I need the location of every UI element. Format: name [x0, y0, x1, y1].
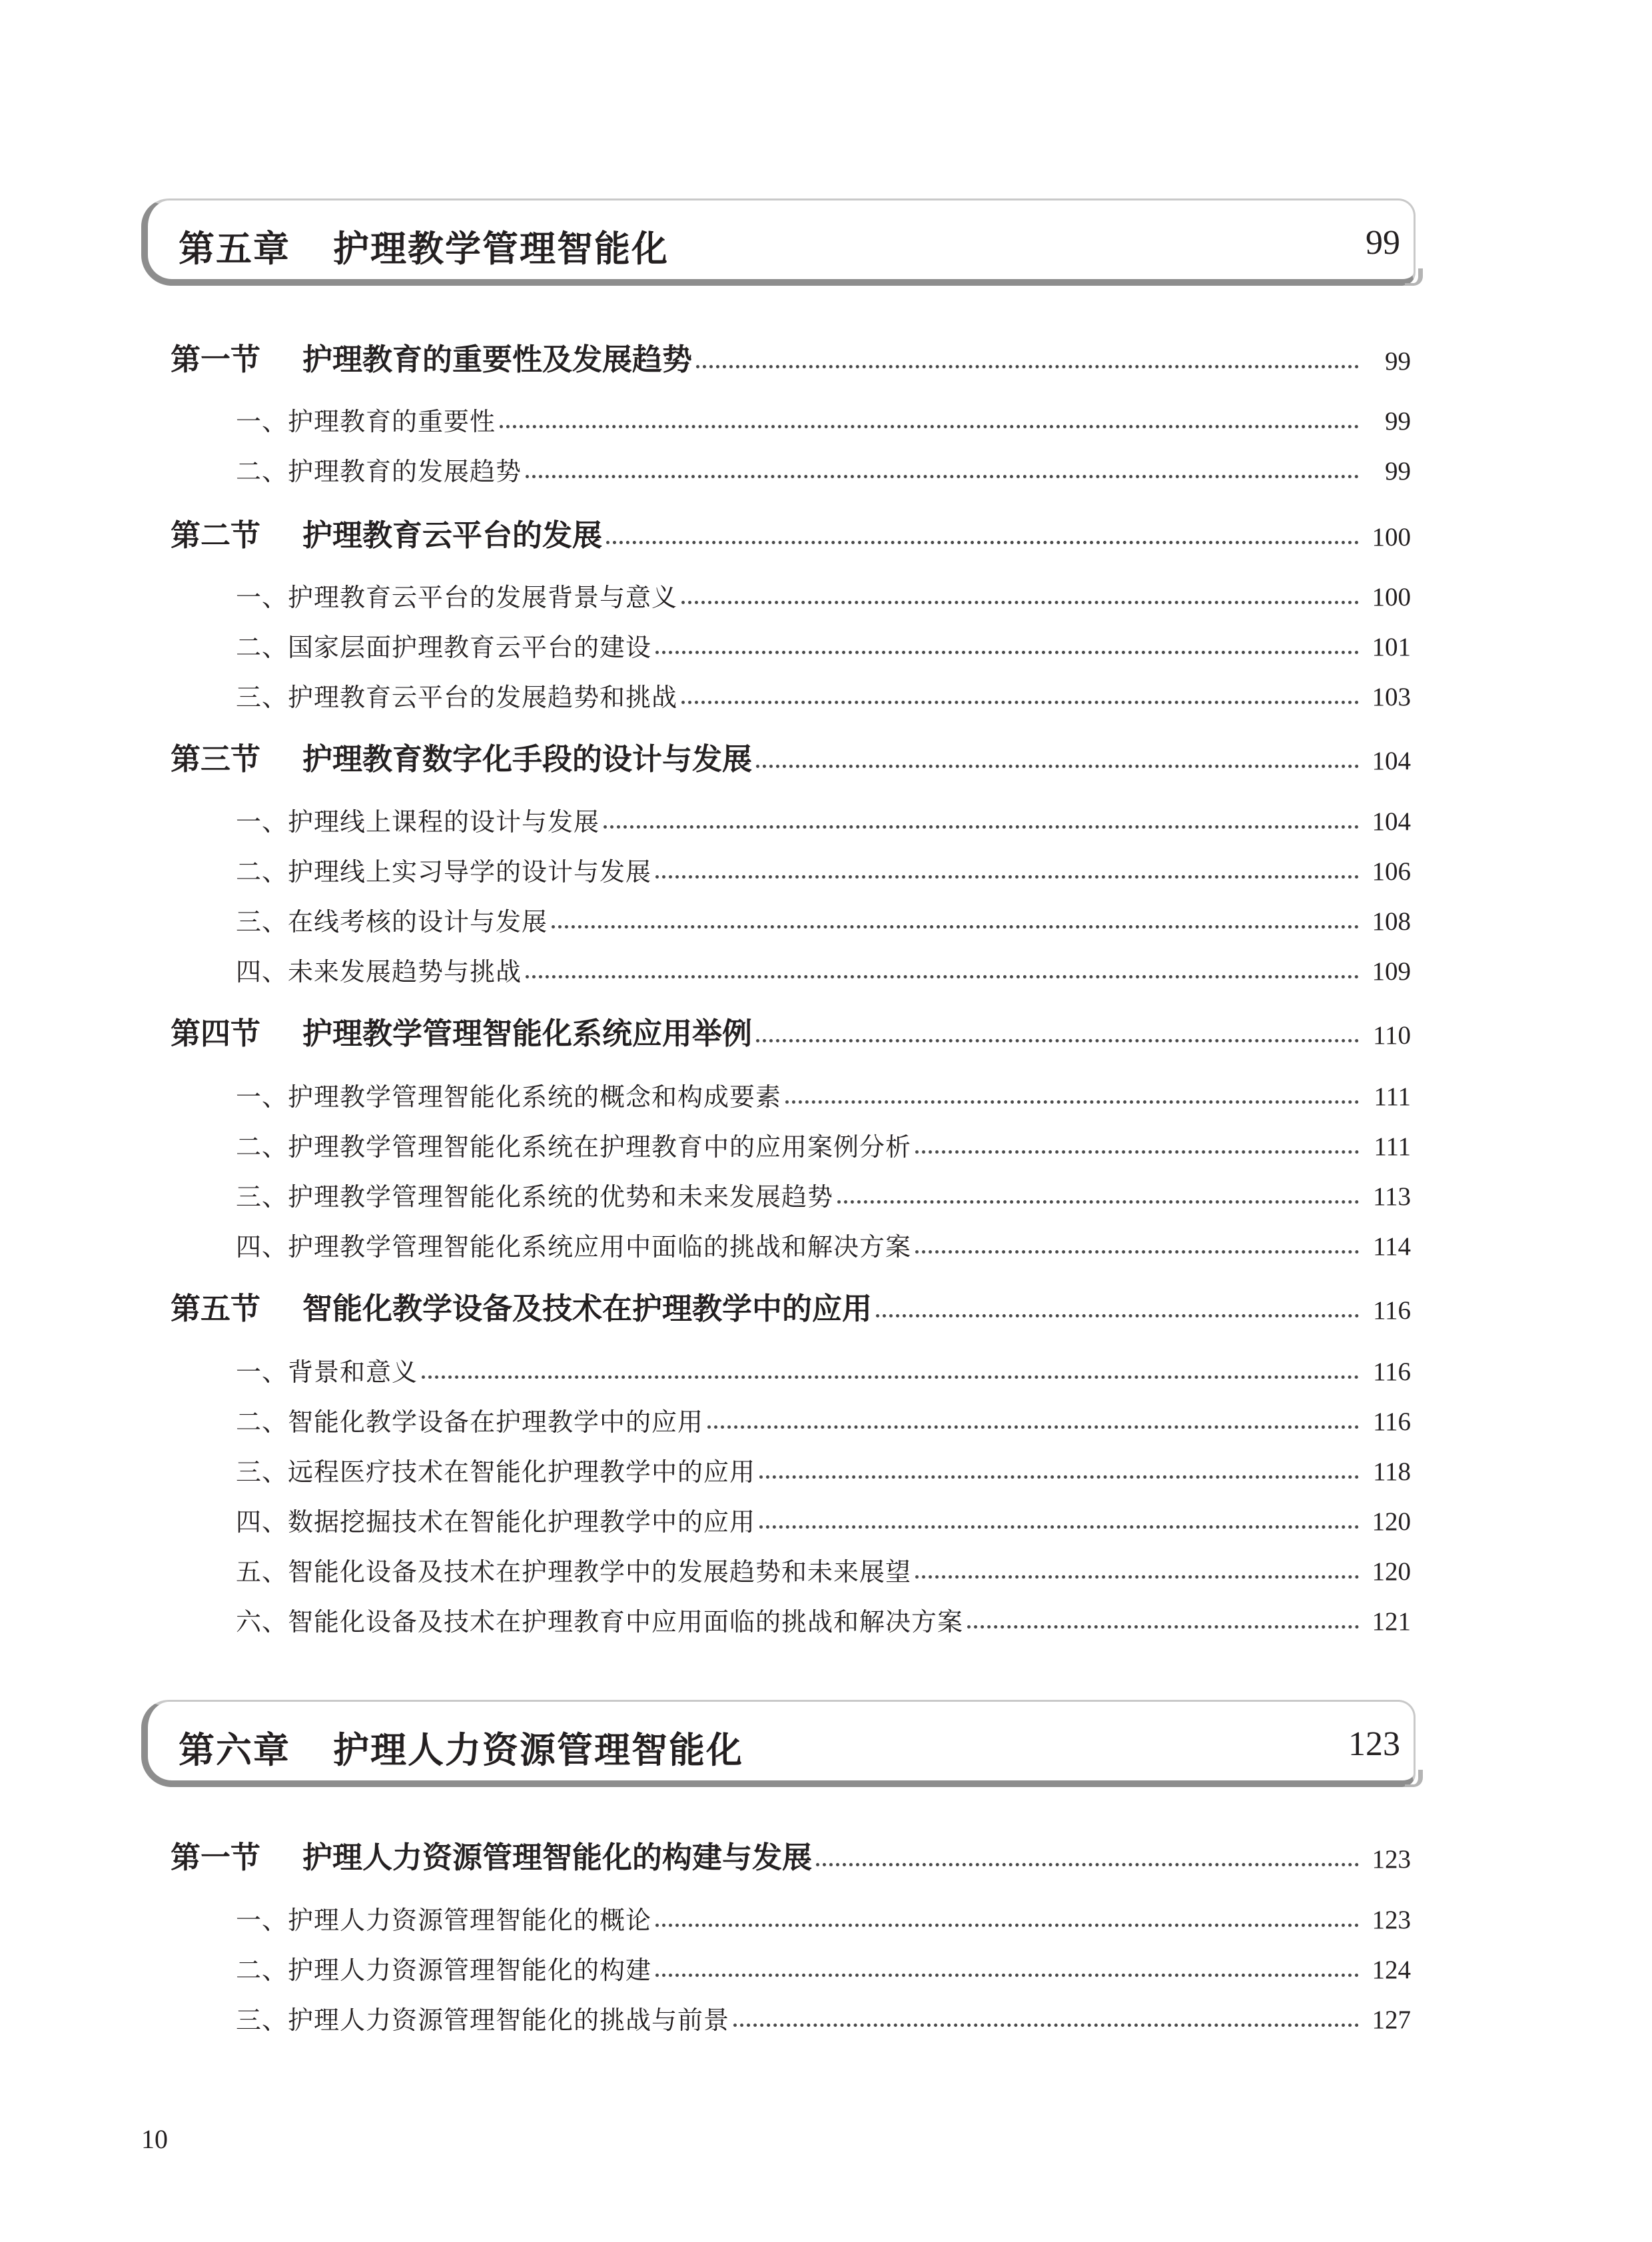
item-page: 100 — [1372, 583, 1411, 611]
dot-leader — [655, 1924, 1359, 1927]
item-title: 二、国家层面护理教育云平台的建设 — [236, 633, 652, 662]
dot-leader — [915, 1250, 1359, 1254]
item-title: 三、远程医疗技术在智能化护理教学中的应用 — [236, 1457, 756, 1487]
item-title: 四、数据挖掘技术在智能化护理教学中的应用 — [236, 1507, 756, 1537]
chapter-number: 第六章 — [179, 1729, 290, 1771]
dot-leader — [915, 1575, 1359, 1579]
dot-leader — [876, 1314, 1359, 1317]
toc-item[interactable] — [236, 1943, 1411, 1983]
item-page: 104 — [1372, 807, 1411, 836]
item-page: 127 — [1372, 2006, 1411, 2034]
item-page: 121 — [1372, 1607, 1411, 1636]
item-page: 116 — [1372, 1407, 1411, 1436]
dot-leader — [606, 541, 1359, 544]
dot-leader — [500, 425, 1359, 428]
section-title: 智能化教学设备及技术在护理教学中的应用 — [302, 1291, 873, 1326]
section-page: 123 — [1372, 1845, 1411, 1874]
dot-leader — [526, 475, 1359, 478]
dot-leader — [422, 1375, 1359, 1379]
dot-leader — [837, 1200, 1359, 1204]
section-page: 104 — [1372, 747, 1411, 775]
item-page: 101 — [1372, 633, 1411, 661]
item-title: 四、护理教学管理智能化系统应用中面临的挑战和解决方案 — [236, 1232, 912, 1262]
item-page: 111 — [1374, 1082, 1411, 1111]
section-title: 护理人力资源管理智能化的构建与发展 — [302, 1840, 813, 1875]
toc-section[interactable] — [171, 1008, 1411, 1051]
toc-item[interactable] — [236, 1893, 1411, 1933]
dot-leader — [756, 1039, 1359, 1042]
toc-item[interactable] — [236, 1545, 1411, 1585]
item-page: 114 — [1372, 1232, 1411, 1261]
toc-item[interactable] — [236, 944, 1411, 984]
dot-leader — [915, 1150, 1359, 1154]
toc-item[interactable] — [236, 1220, 1411, 1260]
toc-item[interactable] — [236, 1120, 1411, 1160]
dot-leader — [604, 825, 1359, 829]
toc-item[interactable] — [236, 795, 1411, 835]
dot-leader — [655, 875, 1359, 879]
section-number: 第四节 — [171, 1016, 261, 1051]
section-number: 第五节 — [171, 1291, 261, 1326]
toc-item[interactable] — [236, 670, 1411, 710]
item-title: 二、护理人力资源管理智能化的构建 — [236, 1956, 652, 1985]
dot-leader — [759, 1475, 1359, 1479]
section-page: 100 — [1372, 523, 1411, 552]
item-page: 123 — [1372, 1906, 1411, 1934]
chapter-page: 99 — [1366, 224, 1400, 262]
section-number: 第一节 — [171, 342, 261, 377]
toc-item[interactable] — [236, 1070, 1411, 1110]
item-title: 二、护理线上实习导学的设计与发展 — [236, 857, 652, 887]
dot-leader — [655, 651, 1359, 654]
dot-leader — [756, 765, 1359, 768]
toc-section[interactable] — [171, 510, 1411, 553]
item-title: 三、护理人力资源管理智能化的挑战与前景 — [236, 2006, 730, 2035]
item-title: 一、背景和意义 — [236, 1357, 418, 1387]
item-page: 103 — [1372, 683, 1411, 711]
item-title: 一、护理教学管理智能化系统的概念和构成要素 — [236, 1082, 782, 1112]
toc-section[interactable] — [171, 1284, 1411, 1326]
item-title: 四、未来发展趋势与挑战 — [236, 957, 522, 986]
section-number: 第一节 — [171, 1840, 261, 1875]
toc-item[interactable] — [236, 895, 1411, 934]
item-page: 111 — [1374, 1132, 1411, 1161]
item-title: 二、护理教育的发展趋势 — [236, 457, 522, 486]
toc-item[interactable] — [236, 1993, 1411, 2033]
chapter-title: 护理教学管理智能化 — [333, 228, 669, 270]
dot-leader — [681, 701, 1359, 704]
toc-item[interactable] — [236, 1395, 1411, 1435]
section-page: 110 — [1372, 1021, 1411, 1050]
item-title: 二、智能化教学设备在护理教学中的应用 — [236, 1407, 704, 1437]
item-title: 三、在线考核的设计与发展 — [236, 907, 548, 936]
item-page: 113 — [1372, 1182, 1411, 1211]
dot-leader — [526, 975, 1359, 978]
item-page: 99 — [1385, 407, 1411, 436]
item-title: 一、护理教育云平台的发展背景与意义 — [236, 583, 678, 612]
item-page: 106 — [1372, 857, 1411, 886]
section-title: 护理教学管理智能化系统应用举例 — [302, 1016, 753, 1051]
dot-leader — [552, 925, 1359, 929]
chapter-frame — [141, 198, 1416, 286]
item-page: 109 — [1372, 957, 1411, 986]
item-page: 116 — [1372, 1357, 1411, 1386]
dot-leader — [733, 2024, 1359, 2027]
dot-leader — [707, 1425, 1359, 1429]
item-page: 124 — [1372, 1956, 1411, 1984]
item-page: 120 — [1372, 1507, 1411, 1536]
item-title: 三、护理教学管理智能化系统的优势和未来发展趋势 — [236, 1182, 834, 1212]
toc-item[interactable] — [236, 1595, 1411, 1635]
dot-leader — [816, 1863, 1359, 1866]
toc-item[interactable] — [236, 620, 1411, 660]
toc-item[interactable] — [236, 1170, 1411, 1210]
dot-leader — [759, 1525, 1359, 1529]
chapter-banner — [141, 198, 1427, 286]
item-page: 99 — [1385, 457, 1411, 486]
item-page: 120 — [1372, 1557, 1411, 1586]
chapter-banner — [141, 1700, 1427, 1788]
item-title: 一、护理教育的重要性 — [236, 407, 496, 436]
dot-leader — [681, 601, 1359, 604]
chapter-frame — [141, 1700, 1416, 1787]
toc-item[interactable] — [236, 570, 1411, 610]
item-page: 108 — [1372, 907, 1411, 936]
footer-page-number: 10 — [141, 2124, 168, 2154]
item-title: 一、护理线上课程的设计与发展 — [236, 807, 600, 837]
section-number: 第二节 — [171, 518, 261, 553]
toc-section[interactable] — [171, 1832, 1411, 1875]
item-title: 六、智能化设备及技术在护理教育中应用面临的挑战和解决方案 — [236, 1607, 964, 1637]
dot-leader — [696, 365, 1359, 368]
toc-item[interactable] — [236, 444, 1411, 484]
item-title: 三、护理教育云平台的发展趋势和挑战 — [236, 683, 678, 712]
toc-item[interactable] — [236, 845, 1411, 885]
dot-leader — [785, 1100, 1359, 1104]
item-page: 118 — [1372, 1457, 1411, 1486]
toc-item[interactable] — [236, 1345, 1411, 1385]
chapter-number: 第五章 — [179, 228, 290, 270]
section-title: 护理教育的重要性及发展趋势 — [302, 342, 693, 377]
chapter-title: 护理人力资源管理智能化 — [333, 1729, 743, 1771]
section-page: 116 — [1372, 1296, 1411, 1325]
toc-section[interactable] — [171, 734, 1411, 777]
toc-item[interactable] — [236, 1445, 1411, 1485]
item-title: 一、护理人力资源管理智能化的概论 — [236, 1906, 652, 1935]
toc-item[interactable] — [236, 1495, 1411, 1535]
dot-leader — [655, 1974, 1359, 1977]
dot-leader — [967, 1625, 1359, 1629]
section-number: 第三节 — [171, 741, 261, 777]
item-title: 二、护理教学管理智能化系统在护理教育中的应用案例分析 — [236, 1132, 912, 1162]
section-page: 99 — [1385, 347, 1411, 376]
section-title: 护理教育数字化手段的设计与发展 — [302, 741, 753, 777]
section-title: 护理教育云平台的发展 — [302, 518, 603, 553]
toc-section[interactable] — [171, 334, 1411, 377]
item-title: 五、智能化设备及技术在护理教学中的发展趋势和未来展望 — [236, 1557, 912, 1587]
chapter-page: 123 — [1348, 1725, 1400, 1763]
toc-item[interactable] — [236, 394, 1411, 434]
